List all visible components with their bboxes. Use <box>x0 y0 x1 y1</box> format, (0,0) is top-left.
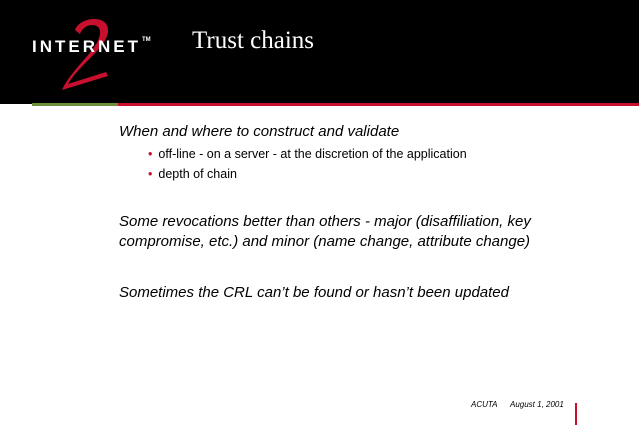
bullet-dot-icon: • <box>148 167 153 181</box>
header-rule-green <box>32 103 118 106</box>
logo-wordmark: INTERNET™ <box>32 37 151 56</box>
header-bar <box>0 0 639 104</box>
footer-org: ACUTA <box>471 400 498 409</box>
paragraph-construct-validate: When and where to construct and validate <box>119 123 400 140</box>
bullet-dot-icon: • <box>148 147 153 161</box>
list-item: • depth of chain <box>148 167 237 181</box>
paragraph-revocations <box>119 212 531 252</box>
bullet-list <box>148 144 467 184</box>
list-item: • off-line - on a server - at the discretion of the application <box>148 147 467 161</box>
footer-divider <box>575 403 577 425</box>
paragraph-line: compromise, etc.) and minor (name change, attribute change) <box>119 233 531 250</box>
header-rule-red <box>118 103 639 106</box>
slide-title: Trust chains <box>192 27 315 54</box>
paragraph-line: Some revocations better than others - major (disaffiliation, key <box>119 213 531 230</box>
paragraph-crl: Sometimes the CRL can’t be found or hasn’t been updated <box>119 284 509 301</box>
footer-date: August 1, 2001 <box>510 400 564 409</box>
